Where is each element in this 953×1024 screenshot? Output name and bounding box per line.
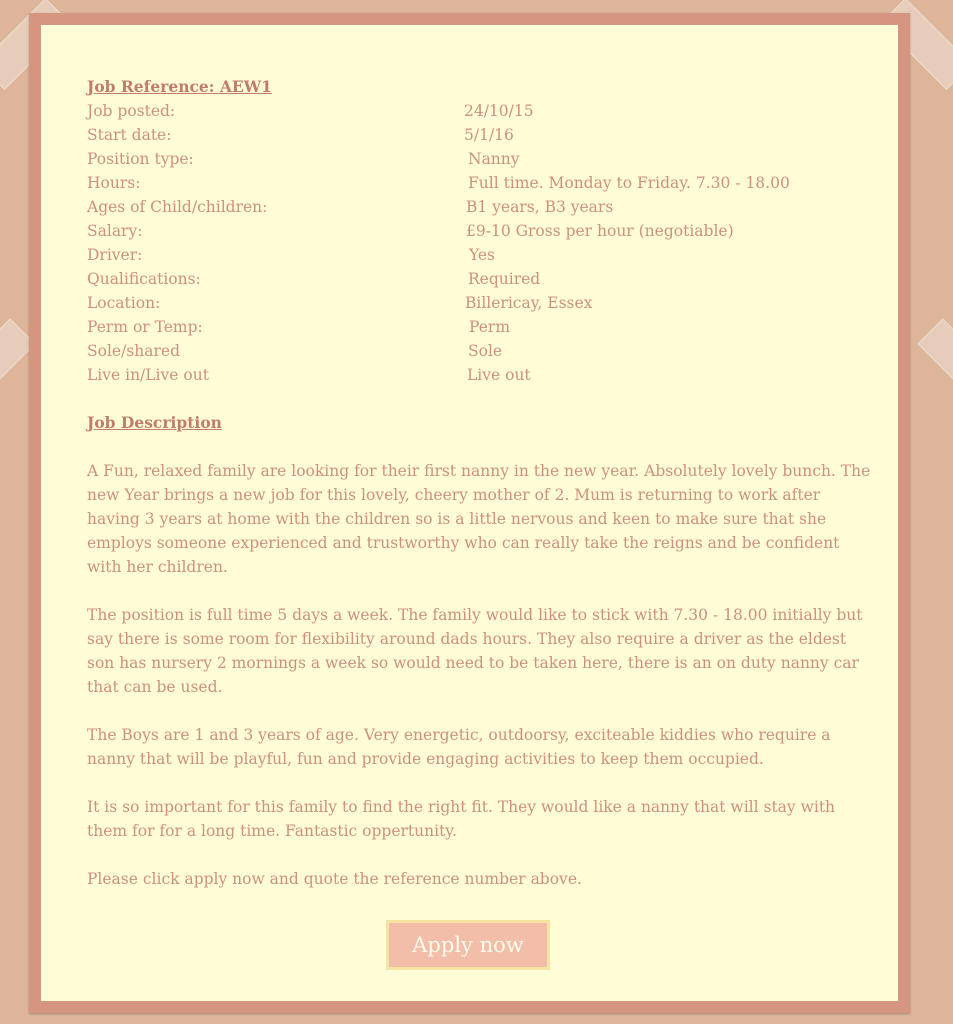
detail-label: Sole/shared	[87, 342, 180, 360]
detail-row-driver	[87, 243, 877, 267]
detail-value: B1 years, B3 years	[466, 198, 614, 216]
detail-label: Position type:	[87, 150, 194, 168]
detail-label: Ages of Child/children:	[87, 198, 268, 216]
detail-label: Live in/Live out	[87, 366, 209, 384]
detail-value: Required	[468, 270, 541, 288]
detail-row-qualifications	[87, 267, 877, 291]
description-paragraph: It is so important for this family to find the right fit. They would like a nanny that will stay with them for for a long time. Fantastic oppertunity.	[87, 798, 836, 840]
detail-value: Perm	[469, 318, 511, 336]
detail-row-ages	[87, 195, 877, 219]
detail-label: Start date:	[87, 126, 172, 144]
detail-row-salary	[87, 219, 877, 243]
apply-instructions: Please click apply now and quote the reference number above.	[87, 870, 582, 888]
detail-row-hours	[87, 171, 877, 195]
detail-row-posted	[87, 99, 877, 123]
detail-label: Qualifications:	[87, 270, 201, 288]
detail-row-live-in-out	[87, 363, 877, 387]
description-paragraph: The position is full time 5 days a week. The family would like to stick with 7.30 - 18.00 initially but say there is some room for flexibility around dads hours. They also require a driver as the eldest son has nursery 2 mornings a week so would need to be taken here, there is an on duty nanny car that can be used.	[87, 606, 863, 696]
detail-value: Full time. Monday to Friday. 7.30 - 18.00	[468, 174, 790, 192]
detail-value: Nanny	[468, 150, 520, 168]
tape-mid-right	[917, 318, 953, 387]
job-reference-heading: Job Reference: AEW1	[87, 77, 272, 96]
detail-value: Sole	[468, 342, 503, 360]
job-card	[29, 13, 910, 1013]
description-paragraph: A Fun, relaxed family are looking for their first nanny in the new year. Absolutely lovely bunch. The new Year brings a new job for this lovely, cheery mother of 2. Mum is returning to work after having 3 years at home with the children so is a little nervous and keen to make sure that she employs someone experienced and trustworthy who can really take the reigns and be confident with her children.	[87, 462, 871, 576]
apply-now-button[interactable]: Apply now	[386, 920, 550, 970]
detail-label: Driver:	[87, 246, 143, 264]
detail-value: Yes	[469, 246, 496, 264]
description-paragraph: The Boys are 1 and 3 years of age. Very energetic, outdoorsy, exciteable kiddies who require a nanny that will be playful, fun and provide engaging activities to keep them occupied.	[87, 726, 831, 768]
detail-value: Billericay, Essex	[465, 294, 593, 312]
detail-row-sole-shared	[87, 339, 877, 363]
detail-row-perm-temp	[87, 315, 877, 339]
detail-label: Hours:	[87, 174, 141, 192]
job-details-list	[87, 99, 877, 387]
detail-row-start-date	[87, 123, 877, 147]
job-sheet	[87, 75, 877, 915]
detail-label: Location:	[87, 294, 161, 312]
detail-value: 24/10/15	[464, 102, 534, 120]
detail-label: Job posted:	[87, 102, 176, 120]
detail-label: Salary:	[87, 222, 143, 240]
detail-row-location	[87, 291, 877, 315]
detail-row-position-type	[87, 147, 877, 171]
detail-value: 5/1/16	[464, 126, 514, 144]
detail-label: Perm or Temp:	[87, 318, 203, 336]
detail-value: Live out	[467, 366, 531, 384]
detail-value: £9-10 Gross per hour (negotiable)	[466, 222, 734, 240]
job-description-heading: Job Description	[87, 413, 222, 432]
